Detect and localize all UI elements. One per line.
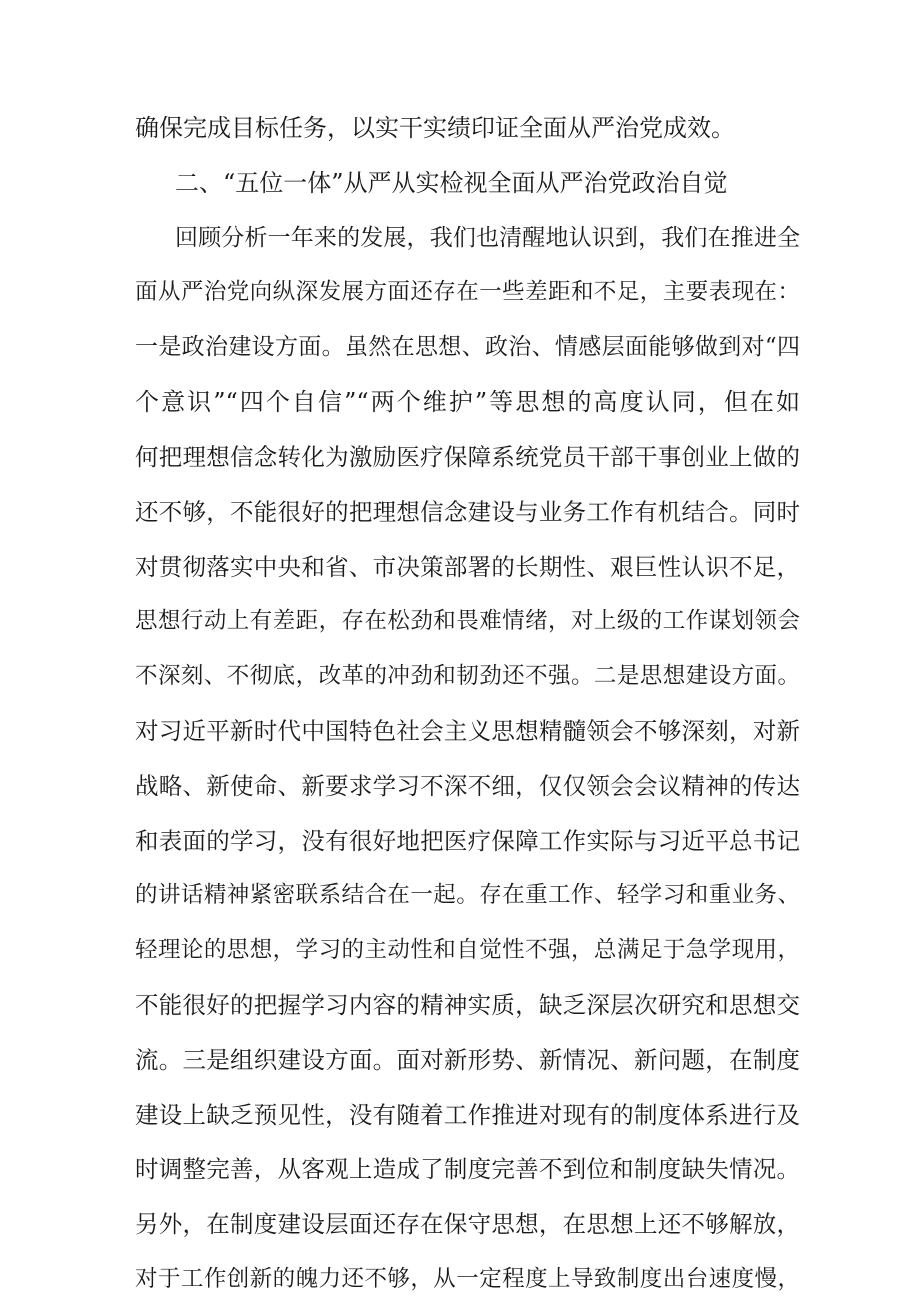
text-line: 和表面的学习，没有很好地把医疗保障工作实际与习近平总书记 xyxy=(135,826,800,855)
text-line: 回顾分析一年来的发展，我们也清醒地认识到，我们在推进全 xyxy=(175,224,800,251)
text-line: 对习近平新时代中国特色社会主义思想精髓领会不够深刻，对新 xyxy=(135,716,800,745)
text-line: 的讲话精神紧密联系结合在一起。存在重工作、轻学习和重业务、 xyxy=(135,882,800,909)
text-line: 不能很好的把握学习内容的精神实质，缺乏深层次研究和思想交 xyxy=(135,991,800,1019)
text-line: 还不够，不能很好的把理想信念建设与业务工作有机结合。同时 xyxy=(135,497,800,526)
text-line: 对贯彻落实中央和省、市决策部署的长期性、艰巨性认识不足， xyxy=(135,552,800,581)
text-line: 一是政治建设方面。虽然在思想、政治、情感层面能够做到对“四 xyxy=(135,334,800,361)
text-line: 轻理论的思想，学习的主动性和自觉性不强，总满足于急学现用， xyxy=(135,937,800,964)
text-line: 建设上缺乏预见性，没有随着工作推进对现有的制度体系进行及 xyxy=(135,1100,800,1129)
text-line: 确保完成目标任务，以实干实绩印证全面从严治党成效。 xyxy=(135,114,735,142)
section-heading: 二、“五位一体”从严从实检视全面从严治党政治自觉 xyxy=(175,168,728,197)
text-line: 面从严治党向纵深发展方面还存在一些差距和不足，主要表现在： xyxy=(135,279,800,306)
text-line: 思想行动上有差距，存在松劲和畏难情绪，对上级的工作谋划领会 xyxy=(135,608,800,635)
text-line: 不深刻、不彻底，改革的冲劲和韧劲还不强。二是思想建设方面。 xyxy=(135,663,800,690)
text-line: 何把理想信念转化为激励医疗保障系统党员干部干事创业上做的 xyxy=(135,442,800,471)
text-line: 时调整完善，从客观上造成了制度完善不到位和制度缺失情况。 xyxy=(135,1155,800,1184)
text-line: 个意识”“四个自信”“两个维护”等思想的高度认同，但在如 xyxy=(135,388,800,416)
text-line: 对于工作创新的魄力还不够，从一定程度上导致制度出台速度慢， xyxy=(135,1266,800,1292)
text-line: 另外，在制度建设层面还存在保守思想，在思想上还不够解放， xyxy=(135,1210,800,1239)
text-line: 流。三是组织建设方面。面对新形势、新情况、新问题，在制度 xyxy=(135,1045,800,1074)
text-line: 战略、新使命、新要求学习不深不细，仅仅领会会议精神的传达 xyxy=(135,771,800,800)
